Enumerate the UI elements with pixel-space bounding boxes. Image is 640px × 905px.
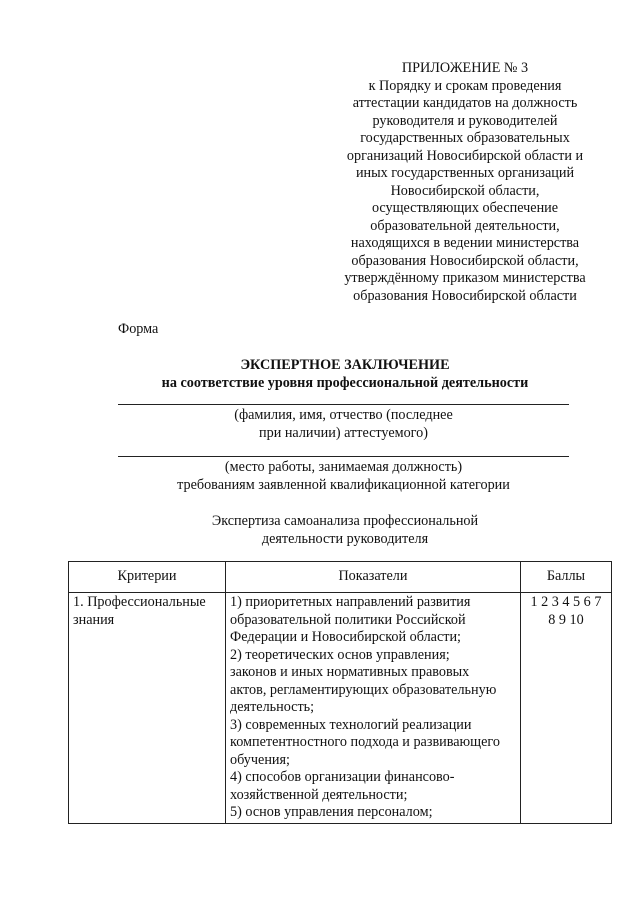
indicator-line: актов, регламентирующих образовательную: [230, 681, 497, 698]
indicators-cell: [226, 593, 521, 824]
appendix-line: аттестации кандидатов на должность: [352, 95, 578, 111]
indicator-line: 1) приоритетных направлений развития: [230, 594, 471, 610]
indicator-line: Федерации и Новосибирской области;: [230, 629, 461, 645]
appendix-line: образовательной деятельности,: [370, 217, 560, 234]
indicator-line: деятельность;: [230, 699, 315, 715]
indicator-line: компетентностного подхода и развивающего: [230, 734, 500, 750]
appendix-line: руководителя и руководителей: [372, 112, 558, 129]
indicator-line: 5) основ управления персоналом;: [230, 804, 433, 820]
workplace-caption-line: (место работы, занимаемая должность): [224, 459, 463, 475]
appendix-title: ПРИЛОЖЕНИЕ № 3: [401, 60, 529, 76]
score-scale: 8 9 10: [548, 611, 584, 628]
appendix-line: иных государственных организаций: [355, 165, 575, 181]
table-row: [69, 593, 612, 824]
document-heading: [60, 356, 630, 392]
appendix-block: [320, 60, 610, 305]
document-title: ЭКСПЕРТНОЕ ЗАКЛЮЧЕНИЕ: [240, 357, 450, 373]
appendix-line: находящихся в ведении министерства: [350, 235, 580, 251]
appendix-line: образования Новосибирской области,: [351, 252, 579, 269]
criteria-table: [68, 561, 612, 824]
expertise-heading: [60, 512, 630, 548]
appendix-line: образования Новосибирской области: [353, 287, 577, 304]
name-caption: [118, 407, 569, 442]
appendix-line: к Порядку и срокам проведения: [368, 77, 562, 94]
appendix-line: осуществляющих обеспечение: [371, 200, 559, 216]
workplace-fill-line: [118, 456, 569, 457]
indicator-line: 2) теоретических основ управления;: [230, 646, 450, 663]
criterion-cell: [69, 593, 226, 824]
indicator-line: законов и иных нормативных правовых: [230, 664, 470, 680]
score-scale: 1 2 3 4 5 6 7: [530, 594, 602, 610]
indicator-line: 3) современных технологий реализации: [230, 716, 472, 733]
indicator-line: образовательной политики Российской: [230, 611, 466, 628]
indicator-line: обучения;: [230, 751, 290, 768]
appendix-line: утверждённому приказом министерства: [344, 270, 586, 286]
header-indicators: Показатели: [226, 562, 521, 593]
criterion-text: 1. Профессиональные: [73, 594, 206, 610]
category-caption-line: требованиям заявленной квалификационной категории: [177, 476, 510, 493]
form-label: Форма: [118, 321, 159, 337]
criterion-text: знания: [73, 611, 115, 628]
name-caption-line: при наличии) аттестуемого): [259, 424, 428, 441]
indicator-line: 4) способов организации финансово-: [230, 769, 455, 785]
table-header-row: [69, 562, 612, 593]
name-caption-line: (фамилия, имя, отчество (последнее: [234, 407, 453, 423]
name-fill-line: [118, 404, 569, 405]
header-criteria: Критерии: [69, 562, 226, 593]
workplace-caption: [118, 459, 569, 494]
document-subtitle: на соответствие уровня профессиональной деятельности: [161, 375, 529, 391]
header-scores: Баллы: [520, 562, 611, 593]
scores-cell: [520, 593, 611, 824]
appendix-line: Новосибирской области,: [390, 182, 540, 199]
expertise-line: Экспертиза самоанализа профессиональной: [211, 513, 479, 529]
appendix-line: государственных образовательных: [360, 130, 570, 146]
indicator-line: хозяйственной деятельности;: [230, 786, 408, 803]
appendix-line: организаций Новосибирской области и: [346, 147, 584, 164]
expertise-line: деятельности руководителя: [261, 531, 429, 547]
